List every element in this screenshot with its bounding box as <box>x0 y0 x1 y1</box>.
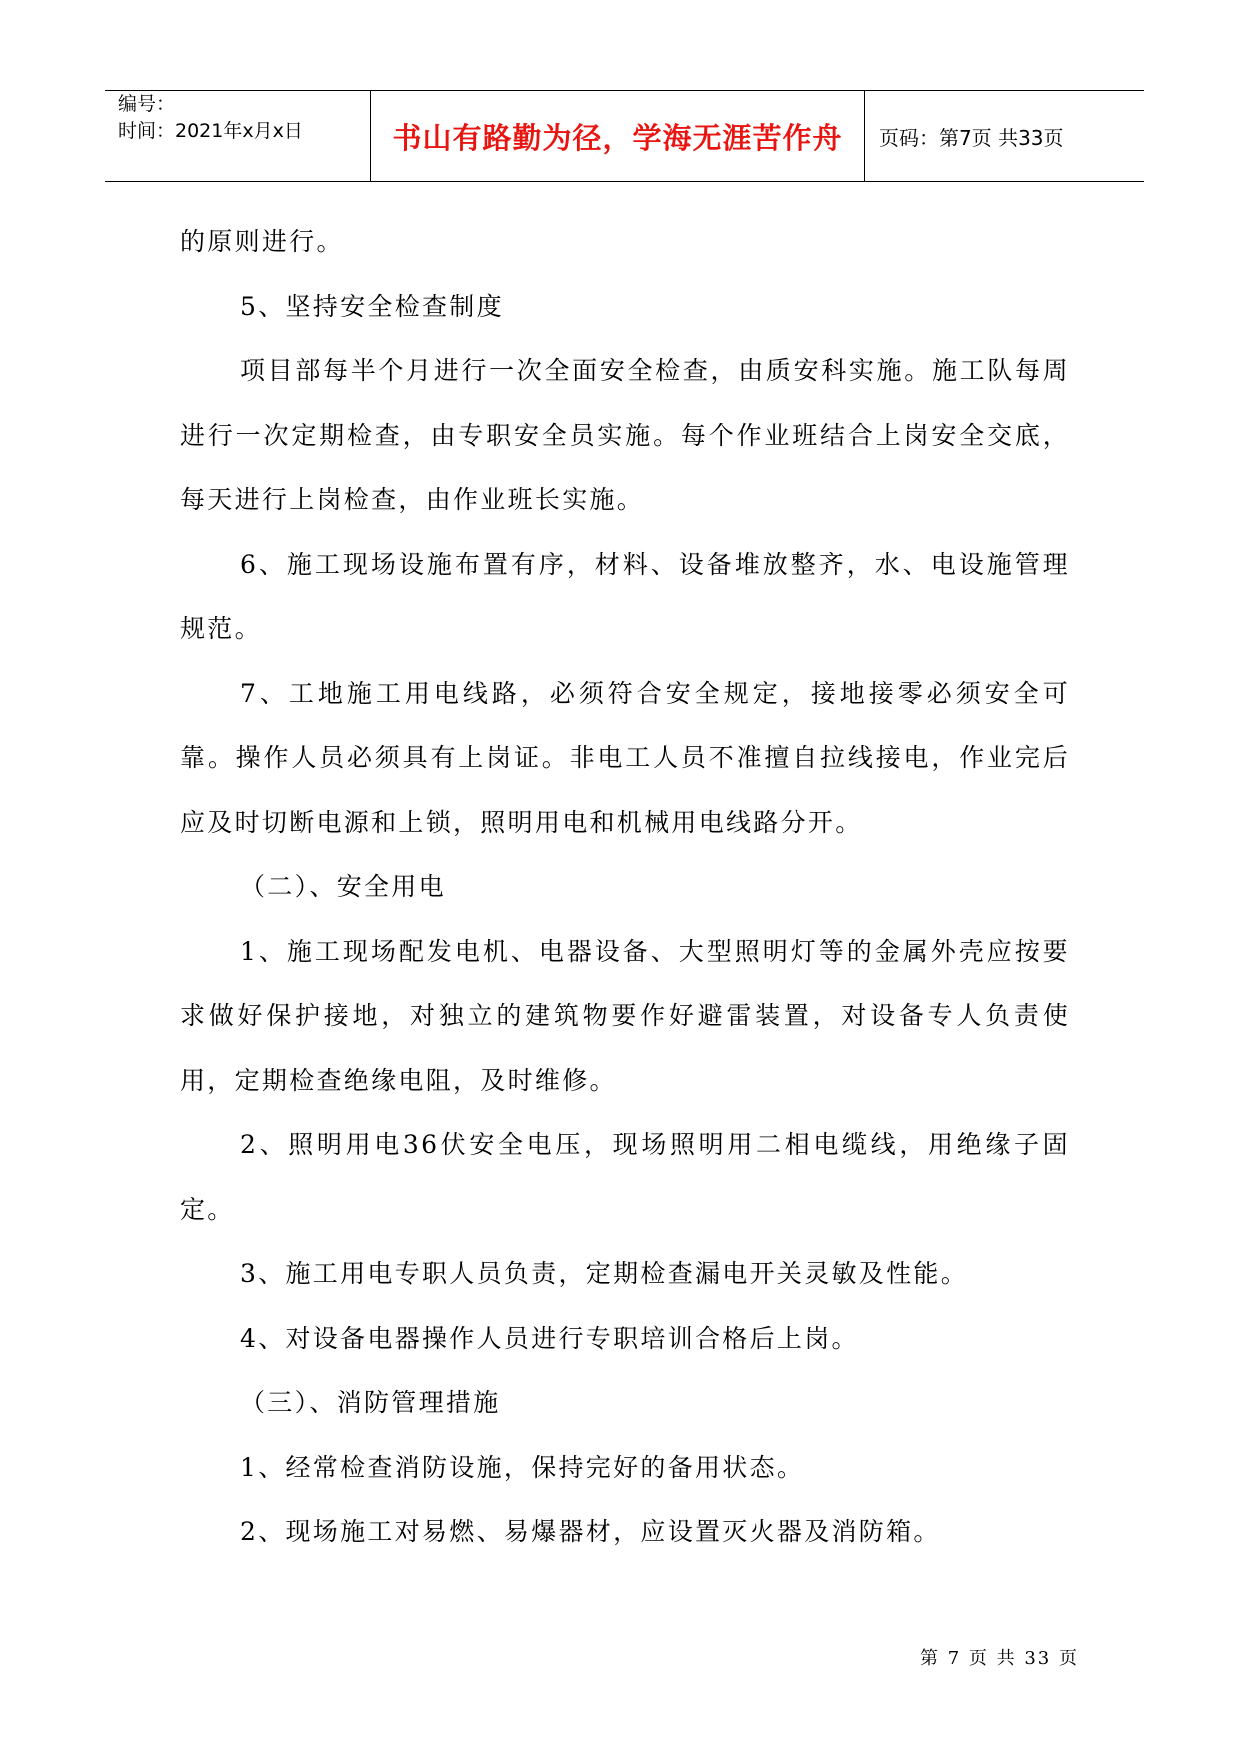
paragraph: 3、施工用电专职人员负责，定期检查漏电开关灵敏及性能。 <box>240 1259 969 1288</box>
paragraph: 4、对设备电器操作人员进行专职培训合格后上岗。 <box>240 1323 859 1353</box>
section-heading: （三）、消防管理措施 <box>240 1388 501 1417</box>
paragraph: 5、坚持安全检查制度 <box>240 291 504 321</box>
paragraph: 的原则进行。 <box>180 227 344 256</box>
header-number-label: 编号： <box>118 93 176 115</box>
header-page-label: 页码：第7页 共33页 <box>879 125 1064 150</box>
header-motto: 书山有路勤为径，学海无涯苦作舟 <box>371 91 865 181</box>
header-meta-cell <box>105 91 371 181</box>
section-heading: （二）、安全用电 <box>240 872 446 901</box>
page-footer: 第 7 页 共 33 页 <box>920 1648 1079 1669</box>
paragraph: 项目部每半个月进行一次全面安全检查，由质安科实施。施工队每周进行一次定期检查，由专职安全员实施。每个作业班结合上岗安全交底，每天进行上岗检查，由作业班长实施。 <box>180 356 1070 514</box>
paragraph: 1、施工现场配发电机、电器设备、大型照明灯等的金属外壳应按要求做好保护接地，对独立的建筑物要作好避雷装置，对设备专人负责使用，定期检查绝缘电阻，及时维修。 <box>180 936 1070 1095</box>
document-header <box>105 90 1144 182</box>
document-body <box>180 210 1070 1565</box>
paragraph: 7、工地施工用电线路，必须符合安全规定，接地接零必须安全可靠。操作人员必须具有上岗证。非电工人员不准擅自拉线接电，作业完后应及时切断电源和上锁，照明用电和机械用电线路分开。 <box>180 678 1070 837</box>
paragraph: 2、现场施工对易燃、易爆器材，应设置灭火器及消防箱。 <box>240 1517 941 1546</box>
header-time-label: 时间：2021年x月x日 <box>118 120 303 142</box>
paragraph: 1、经常检查消防设施，保持完好的备用状态。 <box>240 1452 805 1482</box>
paragraph: 6、施工现场设施布置有序，材料、设备堆放整齐，水、电设施管理规范。 <box>180 549 1070 643</box>
paragraph: 2、照明用电36伏安全电压，现场照明用二相电缆线，用绝缘子固定。 <box>180 1130 1070 1224</box>
